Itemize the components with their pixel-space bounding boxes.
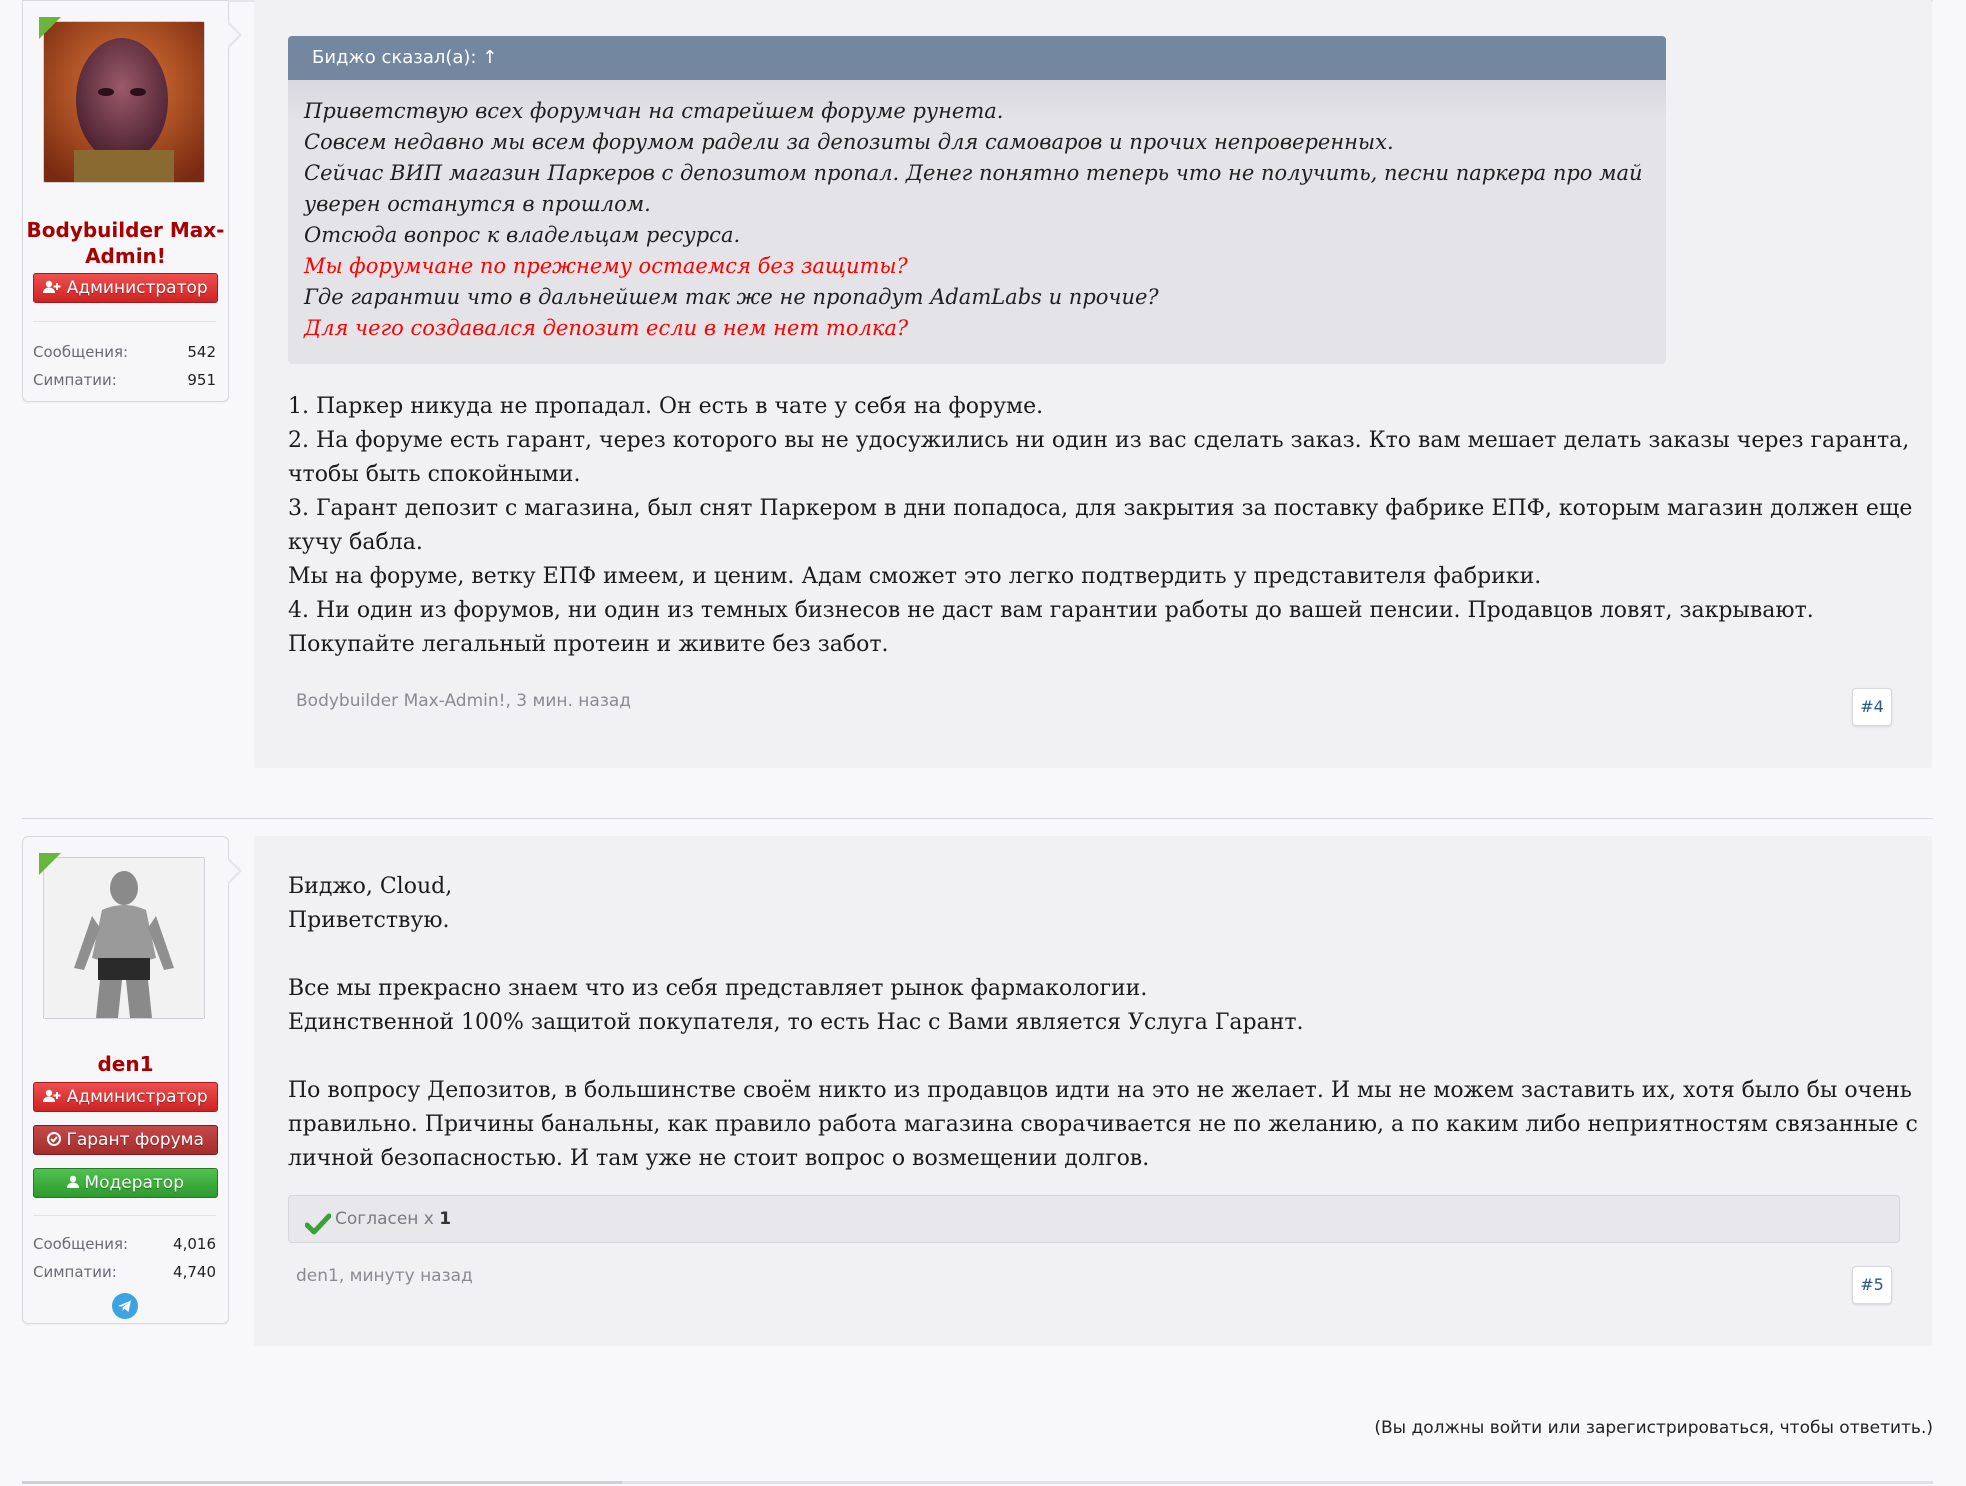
stat-value: 951 xyxy=(187,371,216,389)
message-body xyxy=(254,0,1932,768)
paragraph: По вопросу Депозитов, в большинстве своём никто из продавцов идти на это не желает. И мы не можем заставить их, хотя было бы очень правильно. Причины банальны, как правило работа магазина сворачивается не по желанию, а по каким либо неприятностям связанные с личной безопасностью. И там уже не стоит вопрос о возмещении долгов. xyxy=(288,1078,1918,1171)
username[interactable]: Bodybuilder Max-Admin! xyxy=(26,218,225,268)
avatar-image xyxy=(44,22,204,182)
avatar[interactable] xyxy=(43,857,205,1019)
post-number-link[interactable]: #5 xyxy=(1852,1266,1892,1304)
likes-bar[interactable] xyxy=(288,1195,1900,1243)
role-badge-admin xyxy=(33,1082,218,1112)
stat-likes xyxy=(33,369,216,391)
divider xyxy=(33,1215,216,1216)
user-icon xyxy=(67,1173,84,1193)
telegram-icon[interactable] xyxy=(112,1293,138,1319)
quote-block xyxy=(288,36,1666,364)
checkmark-icon xyxy=(305,1207,331,1253)
message-text xyxy=(288,390,1928,662)
role-badge-guarantor xyxy=(33,1125,218,1155)
role-badge-label: Администратор xyxy=(66,278,208,298)
stat-label: Сообщения: xyxy=(33,1235,129,1253)
reply-login-note[interactable]: (Вы должны войти или зарегистрироваться, чтобы ответить.) xyxy=(1374,1418,1933,1438)
check-circle-icon xyxy=(47,1130,66,1150)
user-plus-icon xyxy=(43,278,66,298)
stat-likes xyxy=(33,1261,216,1283)
username[interactable]: den1 xyxy=(97,1052,154,1076)
online-indicator xyxy=(39,853,61,875)
quote-header[interactable]: Биджо сказал(а): ↑ xyxy=(288,36,1666,80)
paragraph: 2. На форуме есть гарант, через которого вы не удосужились ни один из вас сделать заказ. Кто вам мешает делать заказы через гаранта, чтобы быть спокойными. xyxy=(288,428,1910,487)
quote-line-highlight: Мы форумчане по прежнему остаемся без защиты? xyxy=(304,254,908,278)
user-card xyxy=(22,0,229,402)
role-badge-label: Гарант форума xyxy=(66,1130,204,1150)
stat-value: 4,016 xyxy=(173,1235,216,1253)
message-text xyxy=(288,870,1928,1176)
divider xyxy=(33,321,216,322)
paragraph: Мы на форуме, ветку ЕПФ имеем, и ценим. Адам сможет это легко подтвердить у представителя фабрики. xyxy=(288,564,1542,589)
user-plus-icon xyxy=(43,1087,66,1107)
post-meta[interactable]: Bodybuilder Max-Admin!, 3 мин. назад xyxy=(296,691,632,711)
stat-messages xyxy=(33,1233,216,1255)
quote-line: Приветствую всех форумчан на старейшем форуме рунета. xyxy=(304,99,1004,123)
stat-label: Симпатии: xyxy=(33,371,117,389)
post-number-link[interactable]: #4 xyxy=(1852,688,1892,726)
role-badge-admin xyxy=(33,273,218,303)
likes-text xyxy=(335,1196,451,1242)
post-5 xyxy=(0,836,1966,1348)
quote-line: Сейчас ВИП магазин Паркеров с депозитом пропал. Денег понятно теперь что не получить, песни паркера про май уверен останутся в прошлом. xyxy=(304,161,1643,216)
paragraph: 1. Паркер никуда не пропадал. Он есть в чате у себя на форуме. xyxy=(288,394,1044,419)
card-arrow xyxy=(228,857,242,885)
user-card xyxy=(22,836,229,1324)
quote-line: Отсюда вопрос к владельцам ресурса. xyxy=(304,223,741,247)
stat-value: 4,740 xyxy=(173,1263,216,1281)
paragraph: Все мы прекрасно знаем что из себя представляет рынок фармакологии. xyxy=(288,976,1148,1001)
quote-line-highlight: Для чего создавался депозит если в нем нет толка? xyxy=(304,316,909,340)
avatar-image xyxy=(44,858,204,1018)
paragraph: 3. Гарант депозит с магазина, был снят Паркером в дни попадоса, для закрытия за поставку фабрике ЕПФ, которым магазин должен еще кучу бабла. xyxy=(288,496,1913,555)
paragraph: Приветствую. xyxy=(288,908,450,933)
stat-value: 542 xyxy=(187,343,216,361)
card-arrow xyxy=(228,21,242,49)
post-separator xyxy=(22,818,1933,819)
paragraph: 4. Ни один из форумов, ни один из темных бизнесов не даст вам гарантии работы до вашей пенсии. Продавцов ловят, закрывают. Покупайте легальный протеин и живите без забот. xyxy=(288,598,1814,657)
post-meta[interactable]: den1, минуту назад xyxy=(296,1266,473,1286)
quote-line: Где гарантии что в дальнейшем так же не пропадут AdamLabs и прочие? xyxy=(304,285,1159,309)
quote-text xyxy=(288,80,1666,344)
role-badge-label: Администратор xyxy=(66,1087,208,1107)
role-badge-moderator xyxy=(33,1168,218,1198)
role-badge-label: Модератор xyxy=(84,1173,184,1193)
quote-line: Совсем недавно мы всем форумом радели за депозиты для самоваров и прочих непроверенных. xyxy=(304,130,1394,154)
avatar[interactable] xyxy=(43,21,205,183)
message-body xyxy=(254,836,1932,1346)
stat-messages xyxy=(33,341,216,363)
stat-label: Симпатии: xyxy=(33,1263,117,1281)
online-indicator xyxy=(39,17,61,39)
likes-label: Согласен x xyxy=(335,1209,440,1229)
paragraph: Единственной 100% защитой покупателя, то есть Нас с Вами является Услуга Гарант. xyxy=(288,1010,1304,1035)
likes-count: 1 xyxy=(439,1209,452,1229)
stat-label: Сообщения: xyxy=(33,343,129,361)
paragraph: Биджо, Cloud, xyxy=(288,874,453,899)
bottom-divider-accent xyxy=(22,1481,622,1484)
